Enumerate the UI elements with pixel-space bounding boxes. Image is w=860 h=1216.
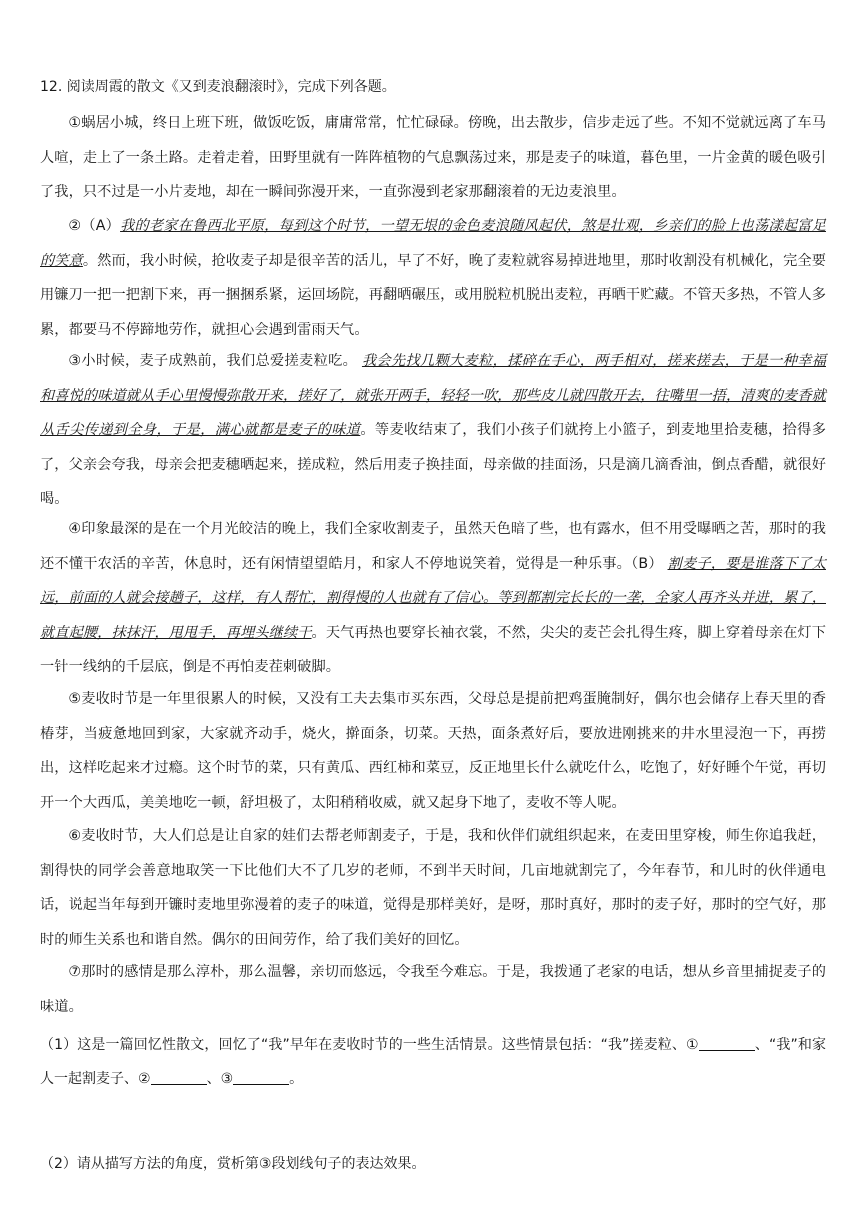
blank-1-marker: ① [686,1037,699,1053]
answer-blank-3[interactable] [233,1070,289,1085]
paragraph-3-rest: 。等麦收结束了，我们小孩子们就挎上小篮子，到麦地里拾麦穗，拾得多了，父亲会夸我，母亲会把麦穗晒起来，搓成粒，然后用麦子换挂面，母亲做的挂面汤，只是滴几滴香油，倒点香醋，就很好喝。 [40,422,827,507]
blank-3-marker: ③ [220,1071,234,1087]
sub-question-1-text: （1）这是一篇回忆性散文，回忆了“我”早年在麦收时节的一些生活情景。这些情景包括：“我”搓麦粒、 [40,1037,687,1053]
paragraph-2 [40,209,826,347]
question-stem: 阅读周霞的散文《又到麦浪翻滚时》，完成下列各题。 [66,79,396,95]
question-number: 12. [40,79,63,95]
paragraph-7 [40,955,826,1024]
underlined-sentence-paragraph-3: 我会先找几颗大麦粒，揉碎在手心，两手相对，搓来搓去，于是一种幸福和喜悦的味道就从手心里慢慢弥散开来，搓好了，就张开两手，轻轻一吹，那些皮儿就四散开去，往嘴里一捂，清爽的麦香就从舌尖传递到全身，于是，满心就都是麦子的味道 [40,353,826,438]
paragraph-5 [40,682,826,820]
sub-question-1 [40,1028,826,1096]
paragraph-4 [40,512,826,685]
paragraph-1-text: ①蜗居小城，终日上班下班，做饭吃饭，庸庸常常，忙忙碌碌。傍晚，出去散步，信步走远了些。不知不觉就远离了车马人喧，走上了一条土路。走着走着，田野里就有一阵阵植物的气息飘荡过来，那是麦子的味道，暮色里，一片金黄的暖色吸引了我，只不过是一小片麦地，却在一瞬间弥漫开来，一直弥漫到老家那翻滚着的无边麦浪里。 [40,115,826,200]
paragraph-2-lead: ②（A） [68,218,121,234]
sub-question-2-text: （2）请从描写方法的角度，赏析第③段划线句子的表达效果。 [40,1156,426,1172]
underlined-sentence-a: 我的老家在鲁西北平原，每到这个时节，一望无垠的金色麦浪随风起伏，煞是壮观，乡亲们的脸上也荡漾起富足的笑意 [40,218,826,269]
paragraph-6-text: ⑥麦收时节，大人们总是让自家的娃们去帮老师割麦子，于是，我和伙伴们就组织起来，在麦田里穿梭，师生你追我赶，割得快的同学会善意地取笑一下比他们大不了几岁的老师，不到半天时间，几亩地就割完了，今年春节，和儿时的伙伴通电话，说起当年每到开镰时麦地里弥漫着的麦子的味道，觉得是那样美好，是呀，那时真好，那时的麦子好，那时的空气好，那时的师生关系也和谐自然。偶尔的田间劳作，给了我们美好的回忆。 [40,828,826,948]
underlined-sentence-b: 割麦子，要是谁落下了太远，前面的人就会接趟子，这样，有人帮忙，割得慢的人也就有了信心。等到都割完长长的一垄，全家人再齐头并进，累了，就直起腰，抹抹汗，甩甩手，再埋头继续干 [40,555,826,641]
paragraph-1 [40,106,826,210]
paragraph-4-lead: ④印象最深的是在一个月光皎洁的晚上，我们全家收割麦子，虽然天色暗了些，也有露水，但不用受曝晒之苦，那时的我还不懂干农活的辛苦，休息时，还有闲情望望皓月，和家人不停地说笑着，觉得是一种乐事。（B） [40,521,826,572]
answer-blank-1[interactable] [699,1036,755,1051]
paragraph-2-rest: 。然而，我小时候，抢收麦子却是很辛苦的活儿，早了不好，晚了麦粒就容易掉进地里，那时收割没有机械化，完全要用镰刀一把一把割下来，再一捆捆系紧，运回场院，再翻晒碾压，或用脱粒机脱出麦粒，再晒干贮藏。不管天多热，不管人多累，都要马不停蹄地劳作，就担心会遇到雷雨天气。 [40,252,826,338]
paragraph-3-lead: ③小时候，麦子成熟前，我们总爱搓麦粒吃。 [68,353,362,369]
sub-question-1-text-4: 。 [289,1071,304,1087]
sub-question-2 [40,1147,826,1181]
paragraph-3 [40,344,826,517]
blank-2-marker: ② [138,1071,151,1087]
paragraph-6 [40,819,826,957]
answer-blank-2[interactable] [151,1070,207,1085]
paragraph-4-rest: 。天气再热也要穿长袖衣裳，不然，尖尖的麦芒会扎得生疼，脚上穿着母亲在灯下一针一线纳的千层底，倒是不再怕麦茬刺破脚。 [40,624,826,675]
question-header [40,76,830,98]
paragraph-7-text: ⑦那时的感情是那么淳朴，那么温馨，亲切而悠远，令我至今难忘。于是，我拨通了老家的电话，想从乡音里捕捉麦子的味道。 [40,964,826,1015]
paragraph-5-text: ⑤麦收时节是一年里很累人的时候，又没有工夫去集市买东西，父母总是提前把鸡蛋腌制好，偶尔也会储存上春天里的香椿芽，当疲惫地回到家，大家就齐动手，烧火，擀面条，切菜。天热，面条煮好后，要放进刚挑来的井水里浸泡一下，再捞出，这样吃起来才过瘾。这个时节的菜，只有黄瓜、西红柿和菜豆，反正地里长什么就吃什么，吃饱了，好好睡个午觉，再切开一个大西瓜，美美地吃一顿，舒坦极了，太阳稍稍收威，就又起身下地了，麦收不等人呢。 [40,691,826,811]
sub-question-1-text-2: 、“我”和家人一起割麦子、 [40,1037,826,1087]
sub-question-1-text-3: 、 [206,1071,221,1087]
